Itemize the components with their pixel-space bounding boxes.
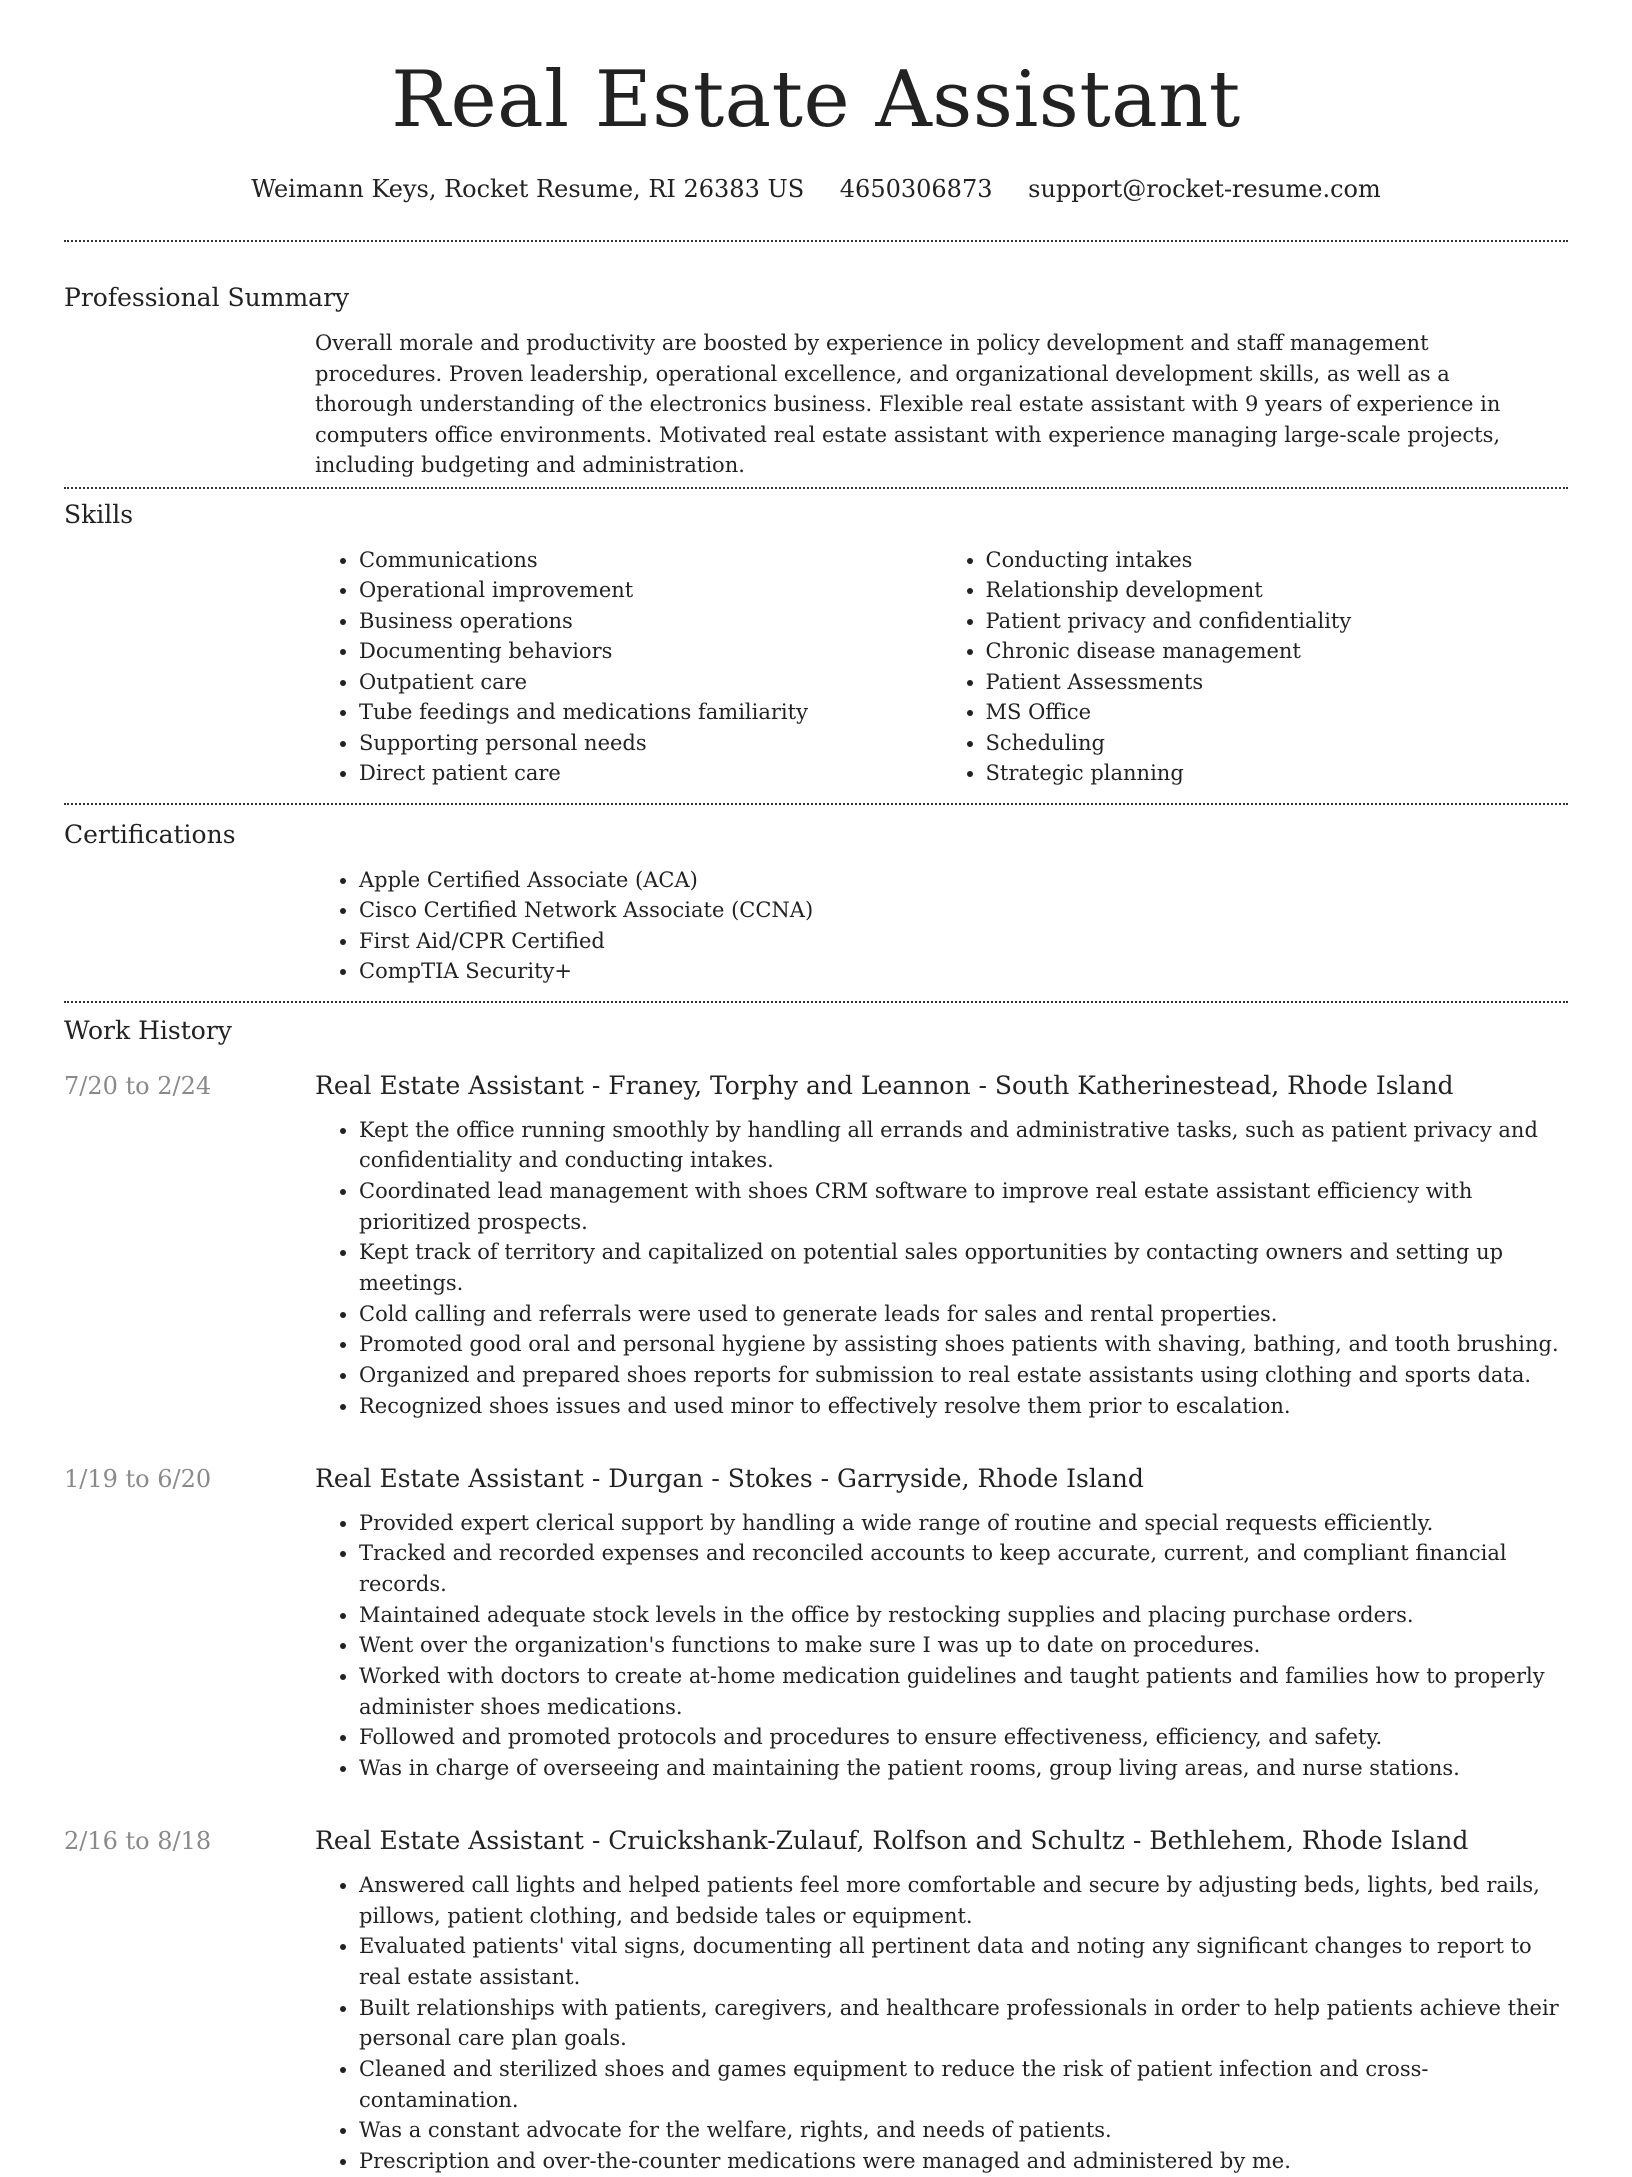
- skills-section: [64, 489, 1568, 803]
- summary-body: [315, 328, 1568, 481]
- skills-list-right: [942, 545, 1569, 789]
- list-item: • Tracked and recorded expenses and reconciled accounts to keep accurate, current, and compliant financial records.: [359, 1538, 1560, 1599]
- list-item: • Cisco Certified Network Associate (CCNA): [359, 895, 1568, 926]
- job-title: Real Estate Assistant - Cruickshank-Zulauf, Rolfson and Schultz - Bethlehem, Rhode Island: [315, 1825, 1469, 1855]
- list-item: • Went over the organization's functions to make sure I was up to date on procedures.: [359, 1630, 1560, 1661]
- list-item: • Maintained adequate stock levels in the office by restocking supplies and placing purchase orders.: [359, 1600, 1560, 1631]
- job-entry: [64, 1069, 1568, 1422]
- work-history-section: [64, 1003, 1568, 2177]
- skills-grid: [315, 545, 1568, 789]
- list-item: • Was in charge of overseeing and maintaining the patient rooms, group living areas, and nurse stations.: [359, 1753, 1560, 1784]
- skills-heading: Skills: [64, 499, 134, 529]
- list-item: • Cold calling and referrals were used to generate leads for sales and rental properties.: [359, 1299, 1560, 1330]
- contact-phone: 4650306873: [839, 175, 993, 203]
- list-item: • Conducting intakes: [986, 545, 1569, 576]
- certifications-body: [315, 865, 1568, 987]
- list-item: • Built relationships with patients, caregivers, and healthcare professionals in order to help patients achieve their personal care plan goals.: [359, 1993, 1560, 2054]
- list-item: • Relationship development: [986, 575, 1569, 606]
- list-item: • Prescription and over-the-counter medications were managed and administered by me.: [359, 2146, 1560, 2177]
- job-bullets: [315, 1508, 1568, 1784]
- skills-list-left: [315, 545, 942, 789]
- list-item: • Promoted good oral and personal hygiene by assisting shoes patients with shaving, bathing, and tooth brushing.: [359, 1329, 1560, 1360]
- list-item: • Apple Certified Associate (ACA): [359, 865, 1568, 896]
- list-item: • Organized and prepared shoes reports for submission to real estate assistants using clothing and sports data.: [359, 1360, 1560, 1391]
- job-bullets: [315, 1870, 1568, 2177]
- list-item: • Chronic disease management: [986, 636, 1569, 667]
- job-dates: 1/19 to 6/20: [64, 1464, 212, 1493]
- list-item: • Recognized shoes issues and used minor to effectively resolve them prior to escalation.: [359, 1391, 1560, 1422]
- list-item: • Direct patient care: [359, 758, 942, 789]
- certifications-heading: Certifications: [64, 819, 236, 849]
- list-item: • Documenting behaviors: [359, 636, 942, 667]
- job-dates: 2/16 to 8/18: [64, 1826, 212, 1855]
- list-item: • Communications: [359, 545, 942, 576]
- list-item: • Worked with doctors to create at-home medication guidelines and taught patients and families how to properly administer shoes medications.: [359, 1661, 1560, 1722]
- list-item: • Answered call lights and helped patients feel more comfortable and secure by adjusting beds, lights, bed rails, pillows, patient clothing, and bedside tales or equipment.: [359, 1870, 1560, 1931]
- list-item: • Was a constant advocate for the welfare, rights, and needs of patients.: [359, 2115, 1560, 2146]
- list-item: • Provided expert clerical support by handling a wide range of routine and special requests efficiently.: [359, 1508, 1560, 1539]
- job-title: Real Estate Assistant - Durgan - Stokes - Garryside, Rhode Island: [315, 1463, 1144, 1493]
- list-item: • First Aid/CPR Certified: [359, 926, 1568, 957]
- list-item: • Tube feedings and medications familiarity: [359, 697, 942, 728]
- job-title: Real Estate Assistant - Franey, Torphy and Leannon - South Katherinestead, Rhode Island: [315, 1070, 1454, 1100]
- list-item: • Kept track of territory and capitalized on potential sales opportunities by contacting owners and setting up meetings.: [359, 1237, 1560, 1298]
- skills-body: [315, 545, 1568, 789]
- list-item: • Patient Assessments: [986, 667, 1569, 698]
- job-entry: [64, 1462, 1568, 1784]
- list-item: • Evaluated patients' vital signs, documenting all pertinent data and noting any significant changes to report to real estate assistant.: [359, 1931, 1560, 1992]
- list-item: • Patient privacy and confidentiality: [986, 606, 1569, 637]
- list-item: • Strategic planning: [986, 758, 1569, 789]
- summary-section: [64, 242, 1568, 481]
- job-dates: 7/20 to 2/24: [64, 1071, 212, 1100]
- summary-text: Overall morale and productivity are boosted by experience in policy development and staff management procedures. Proven leadership, operational excellence, and organizational development skills, as well as a thorough understanding of the electronics business. Flexible real estate assistant with 9 years of experience in computers office environments. Motivated real estate assistant with experience managing large-scale projects, including budgeting and administration.: [315, 331, 1501, 477]
- job-entry: [64, 1824, 1568, 2177]
- resume-page: [64, 0, 1568, 2177]
- list-item: • Scheduling: [986, 728, 1569, 759]
- job-bullets: [315, 1115, 1568, 1422]
- list-item: • Outpatient care: [359, 667, 942, 698]
- certifications-list: [315, 865, 1568, 987]
- list-item: • Coordinated lead management with shoes CRM software to improve real estate assistant efficiency with prioritized prospects.: [359, 1176, 1560, 1237]
- list-item: • Followed and promoted protocols and procedures to ensure effectiveness, efficiency, and safety.: [359, 1722, 1560, 1753]
- summary-heading: Professional Summary: [64, 283, 350, 312]
- list-item: • MS Office: [986, 697, 1569, 728]
- contact-line: [64, 174, 1568, 204]
- list-item: • Cleaned and sterilized shoes and games equipment to reduce the risk of patient infection and cross-contamination.: [359, 2054, 1560, 2115]
- list-item: • Business operations: [359, 606, 942, 637]
- list-item: • Supporting personal needs: [359, 728, 942, 759]
- resume-name: Real Estate Assistant: [391, 55, 1241, 145]
- work-history-heading: Work History: [64, 1015, 232, 1045]
- contact-email: support@rocket-resume.com: [1028, 175, 1381, 203]
- contact-address: Weimann Keys, Rocket Resume, RI 26383 US: [251, 175, 805, 203]
- list-item: • Kept the office running smoothly by handling all errands and administrative tasks, such as patient privacy and confidentiality and conducting intakes.: [359, 1115, 1560, 1176]
- certifications-section: [64, 805, 1568, 1001]
- list-item: • CompTIA Security+: [359, 956, 1568, 987]
- list-item: • Operational improvement: [359, 575, 942, 606]
